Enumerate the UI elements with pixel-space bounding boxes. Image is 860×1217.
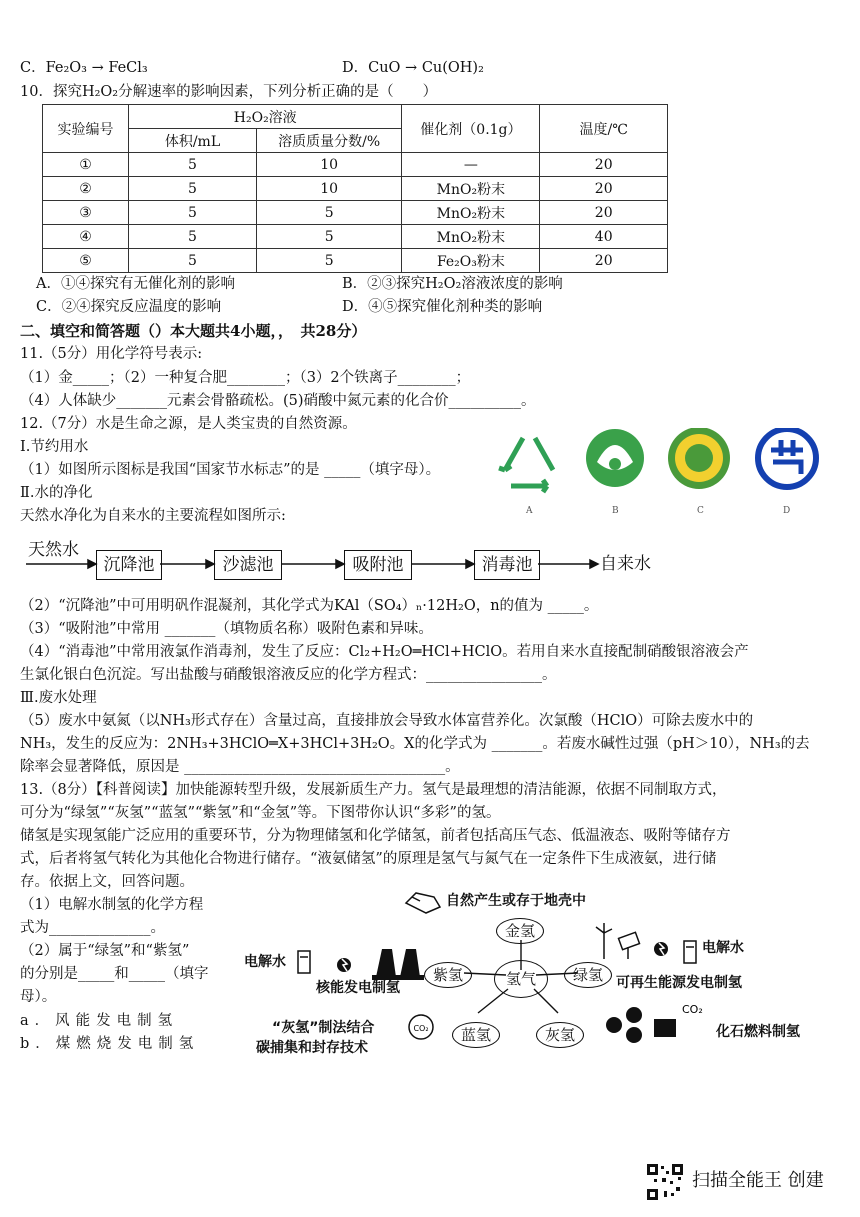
- flower-emblem-icon: [668, 428, 730, 489]
- q9-option-d: D．CuO → Cu(OH)₂: [342, 60, 484, 76]
- q12-flow-intro: 天然水净化为自来水的主要流程如图所示:: [20, 508, 286, 524]
- map-label-electrolysis-right: 电解水: [702, 940, 744, 956]
- q12-s3: （3）“吸附池”中常用 _______（填物质名称）吸附色素和异味。: [20, 621, 433, 637]
- cell: 5: [129, 201, 257, 225]
- q12-s5b: NH₃，发生的反应为：2NH₃+3HClO═X+3HCl+3H₂O。X的化学式为 _______。若废水碱性过强（pH＞10），NH₃的去: [20, 736, 810, 752]
- table-row: [43, 249, 668, 273]
- header-solution: H₂O₂溶液: [129, 105, 402, 129]
- table-row: [43, 225, 668, 249]
- water-save-logo-icon: [758, 429, 816, 487]
- nuclear-plant-icon: [372, 949, 424, 980]
- cell: 20: [540, 153, 668, 177]
- q13-option-a: a．风能发电制氢: [20, 1013, 179, 1029]
- cell: 5: [129, 177, 257, 201]
- table-row: [43, 201, 668, 225]
- qr-code-icon: [646, 1163, 684, 1201]
- cell: 10: [256, 177, 402, 201]
- q10-option-b: B．②③探究H₂O₂溶液浓度的影响: [342, 276, 563, 292]
- q12-s5c: 除率会显著降低，原因是 ____________________________________。: [20, 759, 460, 775]
- map-label-electrolysis-left: 电解水: [244, 954, 286, 970]
- cell: ①: [43, 153, 129, 177]
- header-fraction: 溶质质量分数/%: [256, 129, 402, 153]
- flow-start: 天然水: [28, 540, 79, 560]
- water-logo-icons: [495, 428, 835, 516]
- cell: 20: [540, 177, 668, 201]
- map-center-hydrogen: 氢气: [494, 960, 548, 998]
- electrolysis-icon: [684, 941, 696, 963]
- experiment-table: [42, 104, 668, 273]
- cell: ②: [43, 177, 129, 201]
- cell: 5: [256, 249, 402, 273]
- q12-part3: Ⅲ.废水处理: [20, 690, 97, 706]
- map-label-natural: 自然产生或存于地壳中: [446, 893, 586, 909]
- map-node-blue: 蓝氢: [452, 1022, 500, 1048]
- table-row: [43, 177, 668, 201]
- lightning-icon: [337, 958, 351, 972]
- cell: 5: [129, 225, 257, 249]
- q10-option-c: C．②④探究反应温度的影响: [36, 299, 222, 315]
- q13-option-b: b．煤燃烧发电制氢: [20, 1036, 200, 1052]
- q13-s2a: （2）属于“绿氢”和“紫氢”: [20, 943, 190, 959]
- section-title: 二、填空和简答题（）本大题共4小题，， 共28分）: [20, 322, 367, 340]
- map-node-purple: 紫氢: [424, 962, 472, 988]
- cell: 20: [540, 249, 668, 273]
- q13-s2b: 的分别是_____和_____（填字: [20, 966, 209, 982]
- co2-right-label: CO₂: [682, 1003, 703, 1016]
- fossil-fuel-icon: [606, 1007, 676, 1043]
- recycle-icon: [499, 438, 553, 492]
- cell: 5: [256, 201, 402, 225]
- flow-step-adsorb: 吸附池: [344, 550, 412, 580]
- icon-label-c: C: [697, 506, 704, 516]
- map-label-grey-capture-2: 碳捕集和封存技术: [256, 1040, 368, 1056]
- cell: 20: [540, 201, 668, 225]
- q13-l3: 储氢是实现氢能广泛应用的重要环节，分为物理储氢和化学储氢，前者包括高压气态、低温液态、吸附等储存方: [20, 828, 731, 844]
- cell: Fe₂O₃粉末: [402, 249, 540, 273]
- rock-icon: [406, 893, 440, 913]
- q12-s1: （1）如图所示图标是我国“国家节水标志”的是 _____（填字母）。: [20, 462, 441, 478]
- q10-option-d: D．④⑤探究催化剂种类的影响: [342, 299, 543, 315]
- q12-s4b: 生氯化银白色沉淀。写出盐酸与硝酸银溶液反应的化学方程式：________________。: [20, 667, 557, 683]
- cell: 5: [129, 153, 257, 177]
- footer-scanner-credit: 扫描全能王 创建: [692, 1170, 824, 1191]
- icon-label-b: B: [612, 506, 619, 516]
- wind-solar-icon: [596, 923, 640, 959]
- cell: —: [402, 153, 540, 177]
- icon-label-d: D: [783, 506, 791, 516]
- co2-left-label: CO₂: [413, 1024, 429, 1033]
- flow-step-sand: 沙滤池: [214, 550, 282, 580]
- water-drop-icon: [586, 429, 644, 487]
- map-label-grey-capture-1: “灰氢”制法结合: [272, 1020, 375, 1036]
- cell: ⑤: [43, 249, 129, 273]
- flow-end: 自来水: [600, 554, 651, 574]
- q12-s4a: （4）“消毒池”中常用液氯作消毒剂，发生了反应：Cl₂+H₂O═HCl+HClO。若用自来水直接配制硝酸银溶液会产: [20, 644, 749, 660]
- table-row: [43, 153, 668, 177]
- q13-s1b: 式为______________。: [20, 920, 165, 936]
- q11-line1: （1）金_____；（2）一种复合肥________；（3）2个铁离子________；: [20, 370, 471, 386]
- cell: 40: [540, 225, 668, 249]
- q13-s2c: 母）。: [20, 989, 57, 1005]
- map-label-renewable: 可再生能源发电制氢: [616, 975, 742, 991]
- q12-s5a: （5）废水中氨氮（以NH₃形式存在）含量过高，直接排放会导致水体富营养化。次氯酸（HClO）可除去废水中的: [20, 713, 754, 729]
- q11-stem: 11.（5分）用化学符号表示:: [20, 346, 203, 362]
- q12-part1: Ⅰ.节约用水: [20, 439, 89, 455]
- map-node-grey: 灰氢: [536, 1022, 584, 1048]
- q13-s1a: （1）电解水制氢的化学方程: [20, 897, 204, 913]
- header-catalyst: 催化剂（0.1g）: [402, 105, 540, 153]
- cell: ④: [43, 225, 129, 249]
- q13-l5: 存。依据上文，回答问题。: [20, 874, 194, 890]
- q9-option-c: C．Fe₂O₃ → FeCl₃: [20, 60, 148, 76]
- map-label-nuclear: 核能发电制氢: [316, 980, 400, 996]
- q11-line2: （4）人体缺少_______元素会骨骼疏松。(5)硝酸中氮元素的化合价__________。: [20, 393, 536, 409]
- flow-step-settle: 沉降池: [96, 550, 162, 580]
- q12-part2: Ⅱ.水的净化: [20, 485, 93, 501]
- cell: 5: [256, 225, 402, 249]
- map-node-green: 绿氢: [564, 962, 612, 988]
- q13-l1: 13.（8分）【科普阅读】加快能源转型升级，发展新质生产力。氢气是最理想的清洁能源，依据不同制取方式，: [20, 782, 727, 798]
- header-temp: 温度/℃: [540, 105, 668, 153]
- q12-stem: 12.（7分）水是生命之源，是人类宝贵的自然资源。: [20, 416, 357, 432]
- cell: MnO₂粉末: [402, 201, 540, 225]
- cell: 5: [129, 249, 257, 273]
- q12-s2: （2）“沉降池”中可用明矾作混凝剂，其化学式为KAl（SO₄）ₙ·12H₂O，n的值为 _____。: [20, 598, 599, 614]
- map-label-fossil: 化石燃料制氢: [716, 1024, 800, 1040]
- flow-step-disinfect: 消毒池: [474, 550, 540, 580]
- q10-option-a: A．①④探究有无催化剂的影响: [36, 276, 235, 292]
- header-volume: 体积/mL: [129, 129, 257, 153]
- lightning-icon: [654, 942, 668, 956]
- cell: ③: [43, 201, 129, 225]
- icon-label-a: A: [526, 506, 533, 516]
- q13-l2: 可分为“绿氢”“灰氢”“蓝氢”“紫氢”和“金氢”等。下图带你认识“多彩”的氢。: [20, 805, 501, 821]
- cell: MnO₂粉末: [402, 177, 540, 201]
- cell: MnO₂粉末: [402, 225, 540, 249]
- electrolysis-icon: [298, 951, 310, 973]
- cell: 10: [256, 153, 402, 177]
- q10-stem: 10．探究H₂O₂分解速率的影响因素，下列分析正确的是（ ）: [20, 84, 438, 100]
- q13-l4: 式，后者将氢气转化为其他化合物进行储存。“液氨储氢”的原理是氢气与氮气在一定条件下生成液氨，进行储: [20, 851, 717, 867]
- map-node-gold: 金氢: [496, 918, 544, 944]
- header-id: 实验编号: [43, 105, 129, 153]
